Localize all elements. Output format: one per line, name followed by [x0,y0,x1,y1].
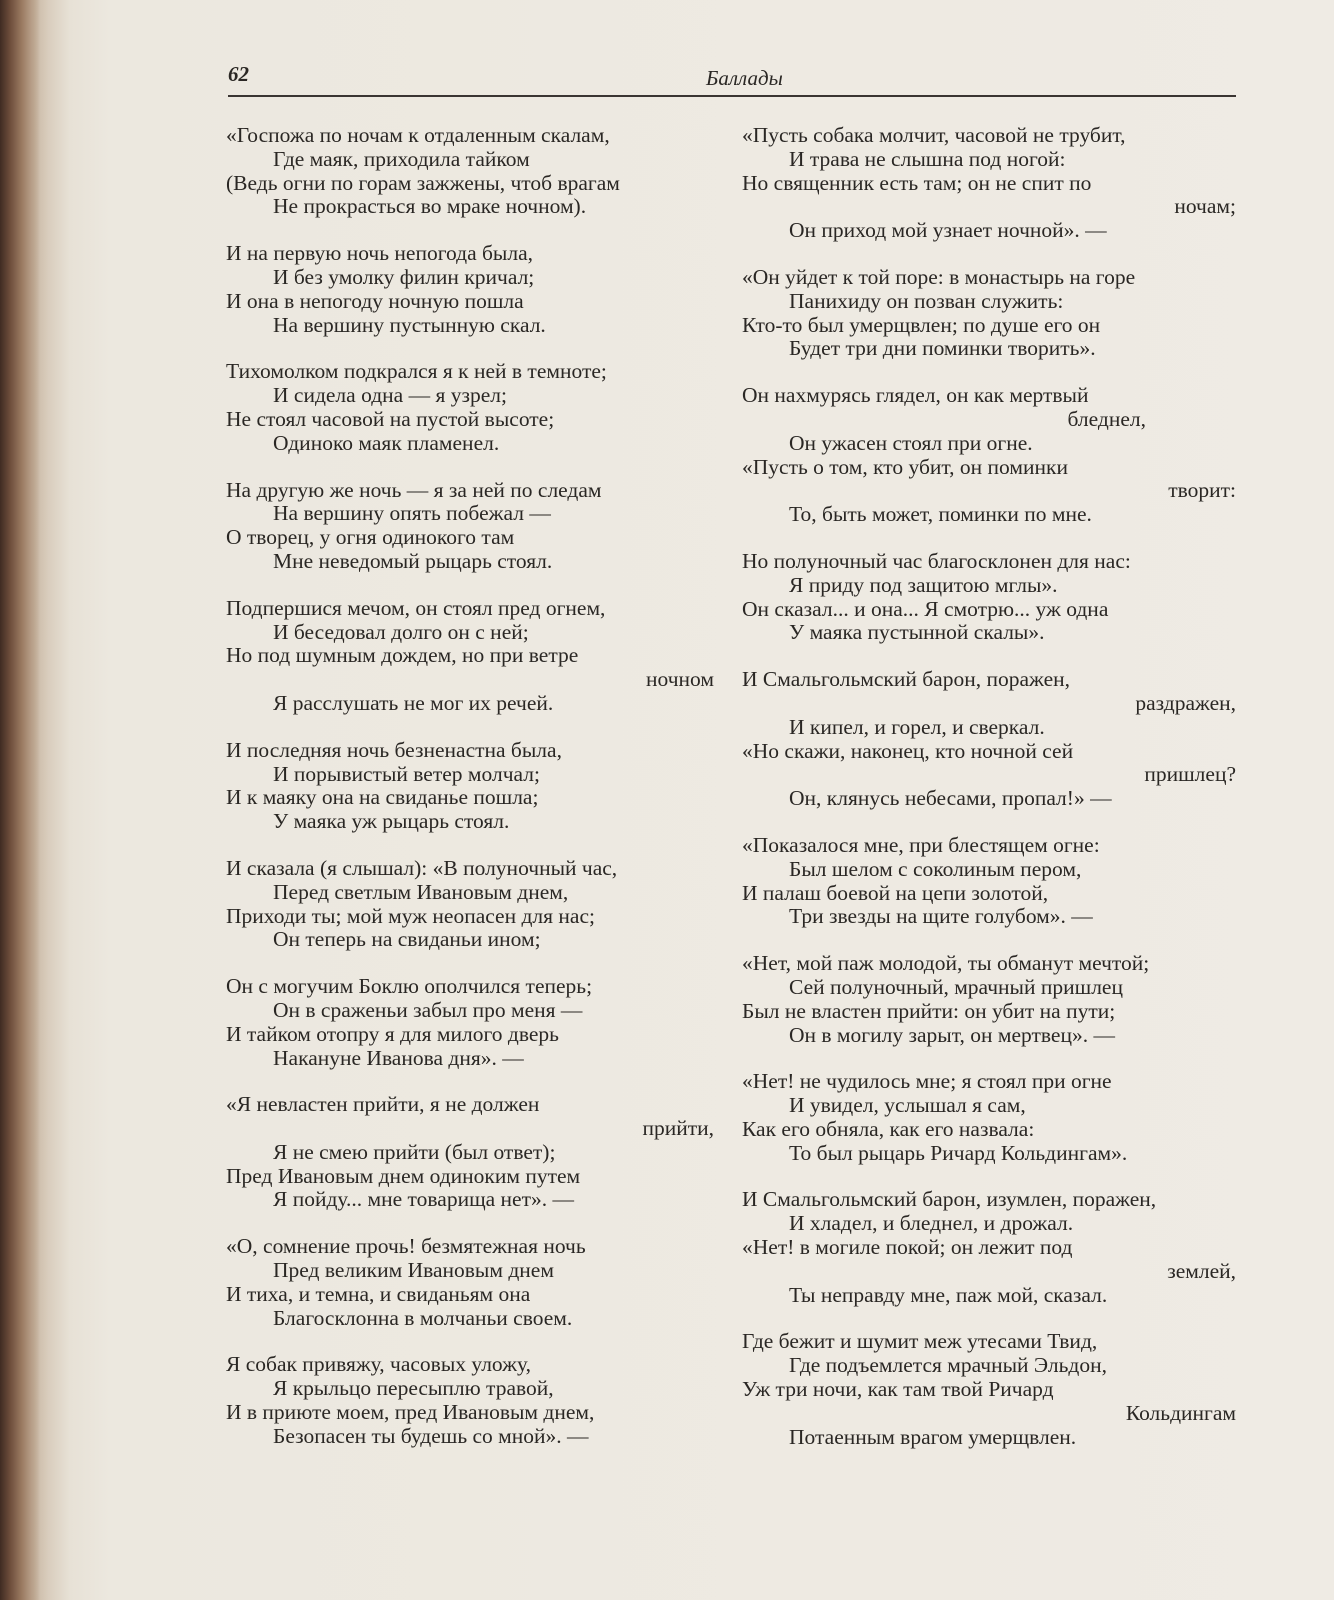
verse-line: Сей полуночный, мрачный пришлец [789,974,1123,999]
verse-line: ночам; [1174,194,1236,219]
stanza [742,952,1236,1047]
verse-line: Панихиду он позван служить: [789,288,1064,313]
verse-line: Был шелом с соколиным пером, [789,856,1082,881]
stanza [742,834,1236,929]
verse-line: Где бежит и шумит меж утесами Твид, [742,1329,1098,1354]
verse-line: И порывистый ветер молчал; [273,761,540,786]
verse-line: На другую же ночь — я за ней по следам [226,477,602,502]
verse-line: Не стоял часовой на пустой высоте; [226,406,555,431]
verse-line: Тихомолком подкрался я к ней в темноте; [226,359,607,384]
verse-line: Был не властен прийти: он убит на пути; [742,998,1116,1023]
verse-line: «Пусть о том, кто убит, он поминки [742,454,1068,479]
verse-line: Кольдингам [1125,1400,1236,1425]
stanza [226,1235,714,1330]
left-column [226,124,714,1472]
verse-line: И на первую ночь непогода была, [226,241,534,266]
verse-line: Уж три ночи, как там твой Ричард [742,1377,1054,1402]
verse-line: И беседовал долго он с ней; [273,619,529,644]
verse-line: творит: [1168,478,1236,503]
verse-line: землей, [1167,1258,1236,1283]
stanza [226,360,714,455]
stanza [226,975,714,1070]
verse-line: И увидел, услышал я сам, [789,1093,1026,1118]
verse-line: И хладел, и бледнел, и дрожал. [789,1211,1074,1236]
running-title: Баллады [706,66,783,90]
verse-line: «Нет! в могиле покой; он лежит под [742,1235,1073,1260]
verse-line: «Он уйдет к той поре: в монастырь на горе [742,264,1136,289]
verse-line: Три звезды на щите голубом». — [789,904,1093,929]
verse-line: То был рыцарь Ричард Кольдингам». [789,1140,1128,1165]
verse-line: Он в сраженьи забыл про меня — [273,997,583,1022]
verse-line: О творец, у огня одинокого там [226,525,515,550]
verse-line: И в приюте моем, пред Ивановым днем, [226,1400,595,1425]
verse-line: Кто-то был умерщвлен; по душе его он [742,312,1101,337]
verse-line: И сидела одна — я узрел; [273,383,507,408]
stanza [742,1070,1236,1165]
verse-line: Подпершися мечом, он стоял пред огнем, [226,595,606,620]
verse-line: Будет три дни поминки творить». [789,336,1096,361]
verse-line: ночном [646,667,714,692]
verse-line: На вершину опять побежал — [273,501,551,526]
stanza [226,1353,714,1448]
verse-line: И Смальгольмский барон, изумлен, поражен, [742,1187,1157,1212]
stanza [226,597,714,716]
verse-line: Я не смею прийти (был ответ); [273,1139,556,1164]
page-number: 62 [228,62,249,86]
verse-line: И тайком отопру я для милого дверь [226,1021,559,1046]
stanza [226,479,714,574]
verse-line: И палаш боевой на цепи золотой, [742,880,1049,905]
verse-line: Но под шумным дождем, но при ветре [226,643,579,668]
verse-line: «О, сомнение прочь! безмятежная ночь [226,1234,586,1259]
verse-line: «Нет! не чудилось мне; я стоял при огне [742,1069,1112,1094]
stanza [226,1093,714,1212]
verse-line: Он нахмурясь глядел, он как мертвый [742,383,1089,408]
verse-line: Безопасен ты будешь со мной». — [273,1423,589,1448]
stanza [742,384,1236,527]
verse-line: Я приду под защитою мглы». [789,572,1058,597]
verse-line: Он в могилу зарыт, он мертвец». — [789,1022,1115,1047]
verse-line: И без умолку филин кричал; [273,264,535,289]
verse-line: «Я невластен прийти, я не должен [226,1092,540,1117]
verse-line: И последняя ночь безненастна была, [226,737,562,762]
verse-line: И трава не слышна под ногой: [789,146,1066,171]
verse-line: Он сказал... и она... Я смотрю... уж одна [742,596,1109,621]
verse-line: И кипел, и горел, и сверкал. [789,714,1045,739]
stanza [742,550,1236,645]
stanza [742,668,1236,811]
verse-line: Я расслушать не мог их речей. [273,690,554,715]
verse-line: пришлец? [1144,762,1236,787]
verse-line: «Пусть собака молчит, часовой не трубит, [742,123,1126,147]
stanza [742,1188,1236,1307]
verse-line: раздражен, [1135,690,1236,715]
verse-line: И сказала (я слышал): «В полуночный час, [226,855,618,880]
verse-line: (Ведь огни по горам зажжены, чтоб врагам [226,170,620,195]
verse-line: «Показалося мне, при блестящем огне: [742,832,1100,857]
verse-line: И Смальгольмский барон, поражен, [742,667,1071,692]
verse-line: бледнел, [1067,406,1146,431]
verse-line: На вершину пустынную скал. [273,312,546,337]
verse-line: прийти, [642,1116,714,1141]
verse-line: «Нет, мой паж молодой, ты обманут мечтой; [742,951,1150,976]
book-spine-shadow [0,0,40,1600]
stanza [226,739,714,834]
verse-line: Перед светлым Ивановым днем, [273,879,569,904]
verse-line: Но полуночный час благосклонен для нас: [742,548,1131,573]
verse-line: Пред великим Ивановым днем [273,1258,554,1283]
verse-line: То, быть может, поминки по мне. [789,502,1092,527]
verse-line: Где маяк, приходила тайком [273,146,530,171]
verse-line: Как его обняла, как его назвала: [742,1116,1035,1141]
stanza [226,124,714,219]
stanza [742,1330,1236,1449]
verse-line: Он, клянусь небесами, пропал!» — [789,786,1112,811]
header-rule [228,95,1236,97]
verse-line: Он теперь на свиданьи ином; [273,927,541,952]
verse-line: Я собак привяжу, часовых уложу, [226,1352,531,1377]
stanza [226,242,714,337]
verse-line: Я пойду... мне товарища нет». — [273,1187,574,1212]
verse-line: Потаенным врагом умерщвлен. [789,1424,1077,1449]
verse-line: Не прокрасться во мраке ночном). [273,194,587,219]
verse-line: Приходи ты; мой муж неопасен для нас; [226,903,595,928]
verse-line: Я крыльцо пересыплю травой, [273,1376,554,1401]
verse-line: Но священник есть там; он не спит по [742,170,1092,195]
verse-line: Мне неведомый рыцарь стоял. [273,548,553,573]
verse-line: И тиха, и темна, и свиданьям она [226,1281,531,1306]
verse-line: «Но скажи, наконец, кто ночной сей [742,738,1074,763]
verse-line: И к маяку она на свиданье пошла; [226,785,539,810]
verse-line: Накануне Иванова дня». — [273,1045,524,1070]
verse-line: Пред Ивановым днем одиноким путем [226,1163,581,1188]
verse-line: Он ужасен стоял при огне. [789,430,1033,455]
verse-line: «Госпожа по ночам к отдаленным скалам, [226,123,610,147]
verse-line: Ты неправду мне, паж мой, сказал. [789,1282,1108,1307]
verse-line: Благосклонна в молчаньи своем. [273,1305,573,1330]
stanza [742,266,1236,361]
verse-line: Одиноко маяк пламенел. [273,430,500,455]
stanza [226,857,714,952]
verse-line: У маяка уж рыцарь стоял. [273,809,510,834]
verse-line: Он приход мой узнает ночной». — [789,218,1107,243]
verse-line: Где подъемлется мрачный Эльдон, [789,1353,1107,1378]
right-column [742,124,1236,1472]
verse-line: И она в непогоду ночную пошла [226,288,524,313]
verse-line: Он с могучим Боклю ополчился теперь; [226,974,593,999]
verse-line: У маяка пустынной скалы». [789,620,1045,645]
stanza [742,124,1236,243]
